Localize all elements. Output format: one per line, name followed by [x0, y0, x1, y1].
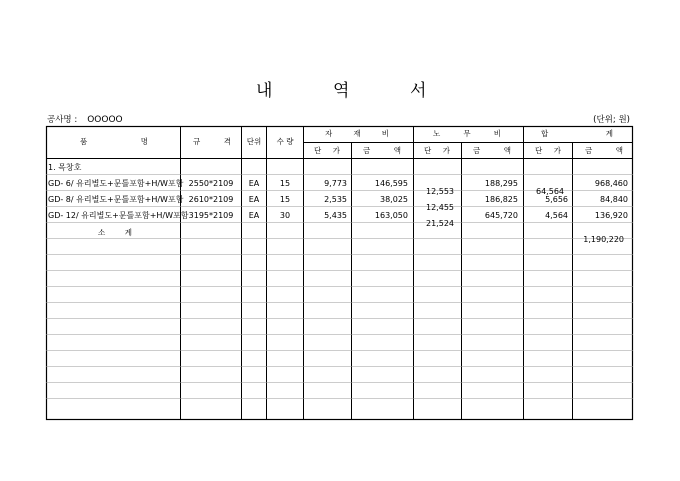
- header-spec: [193, 137, 231, 147]
- sub-part: 단: [314, 146, 322, 155]
- sub-part: 금: [363, 146, 371, 155]
- row-spec: 2550*2109: [188, 179, 234, 188]
- subheader-price: [314, 146, 340, 156]
- header-labor-part: 비: [493, 129, 501, 138]
- row-tot-price: 5,656: [545, 195, 568, 204]
- project-name: OOOOO: [87, 115, 123, 125]
- sub-part: 단: [535, 146, 543, 155]
- row-unit: EA: [248, 211, 260, 220]
- unit-note: (단위; 원): [593, 115, 630, 125]
- header-name: [80, 137, 148, 147]
- sub-part: 액: [393, 146, 401, 155]
- row-lab-price: 21,524: [426, 219, 454, 228]
- header-spec-part: 규: [193, 137, 201, 146]
- row-tot-price: 4,564: [545, 211, 568, 220]
- row-unit: EA: [248, 195, 260, 204]
- row-lab-amount: 645,720: [484, 211, 518, 220]
- row-lab-price: 12,553: [426, 187, 454, 196]
- row-unit: EA: [248, 179, 260, 188]
- title-char: 역: [333, 81, 350, 101]
- header-labor-part: 노: [433, 129, 441, 138]
- header-unit: 단위: [246, 137, 262, 146]
- row-qty: 30: [279, 211, 291, 220]
- header-qty: 수 량: [276, 137, 294, 146]
- header-material: [325, 129, 389, 139]
- header-material-part: 재: [353, 129, 361, 138]
- subheader-amount: [363, 146, 401, 156]
- row-lab-amount: 186,825: [484, 195, 518, 204]
- row-mat-amount: 38,025: [380, 195, 408, 204]
- header-material-part: 비: [381, 129, 389, 138]
- row-qty: 15: [279, 179, 291, 188]
- sub-part: 가: [553, 146, 561, 155]
- row-tot-amount: 136,920: [594, 211, 628, 220]
- row-spec: 2610*2109: [188, 195, 234, 204]
- row-lab-amount: 188,295: [484, 179, 518, 188]
- subheader-price: [424, 146, 450, 156]
- row-mat-amount: 163,050: [374, 211, 408, 220]
- subheader-amount: [473, 146, 511, 156]
- row-mat-price: 9,773: [324, 179, 347, 188]
- header-total-part: 계: [605, 129, 613, 138]
- subtotal-label-part: 계: [124, 228, 132, 237]
- section-label: 1. 목창호: [48, 163, 82, 172]
- row-mat-amount: 146,595: [374, 179, 408, 188]
- subheader-price: [535, 146, 561, 156]
- row-spec: 3195*2109: [188, 211, 234, 220]
- header-total-part: 합: [541, 129, 549, 138]
- header-name-part: 품: [80, 137, 88, 146]
- row-tot-price: 64,564: [536, 187, 564, 196]
- sub-part: 금: [473, 146, 481, 155]
- row-mat-price: 2,535: [324, 195, 347, 204]
- header-labor-part: 무: [463, 129, 471, 138]
- row-name: GD- 12/ 유리별도+문틀포함+H/W포함: [48, 211, 189, 220]
- header-material-part: 자: [325, 129, 333, 138]
- subtotal-amount: 1,190,220: [583, 235, 624, 244]
- sub-part: 가: [332, 146, 340, 155]
- header-total: [541, 129, 613, 139]
- sub-part: 금: [585, 146, 593, 155]
- subtotal-label-part: 소: [98, 228, 106, 237]
- header-name-part: 명: [140, 137, 148, 146]
- sub-part: 액: [615, 146, 623, 155]
- row-mat-price: 5,435: [324, 211, 347, 220]
- row-tot-amount: 84,840: [600, 195, 628, 204]
- header-spec-part: 격: [223, 137, 231, 146]
- title-char: 서: [410, 81, 427, 101]
- project-label: 공사명 :: [47, 115, 78, 125]
- sub-part: 액: [503, 146, 511, 155]
- row-name: GD- 6/ 유리별도+문틀포함+H/W포함: [48, 179, 184, 188]
- row-name: GD- 8/ 유리별도+문틀포함+H/W포함: [48, 195, 184, 204]
- subheader-amount: [585, 146, 623, 156]
- row-tot-amount: 968,460: [594, 179, 628, 188]
- title-char: 내: [256, 81, 273, 101]
- header-labor: [433, 129, 501, 139]
- sub-part: 단: [424, 146, 432, 155]
- row-lab-price: 12,455: [426, 203, 454, 212]
- subtotal-label: [98, 228, 132, 238]
- sub-part: 가: [442, 146, 450, 155]
- row-qty: 15: [279, 195, 291, 204]
